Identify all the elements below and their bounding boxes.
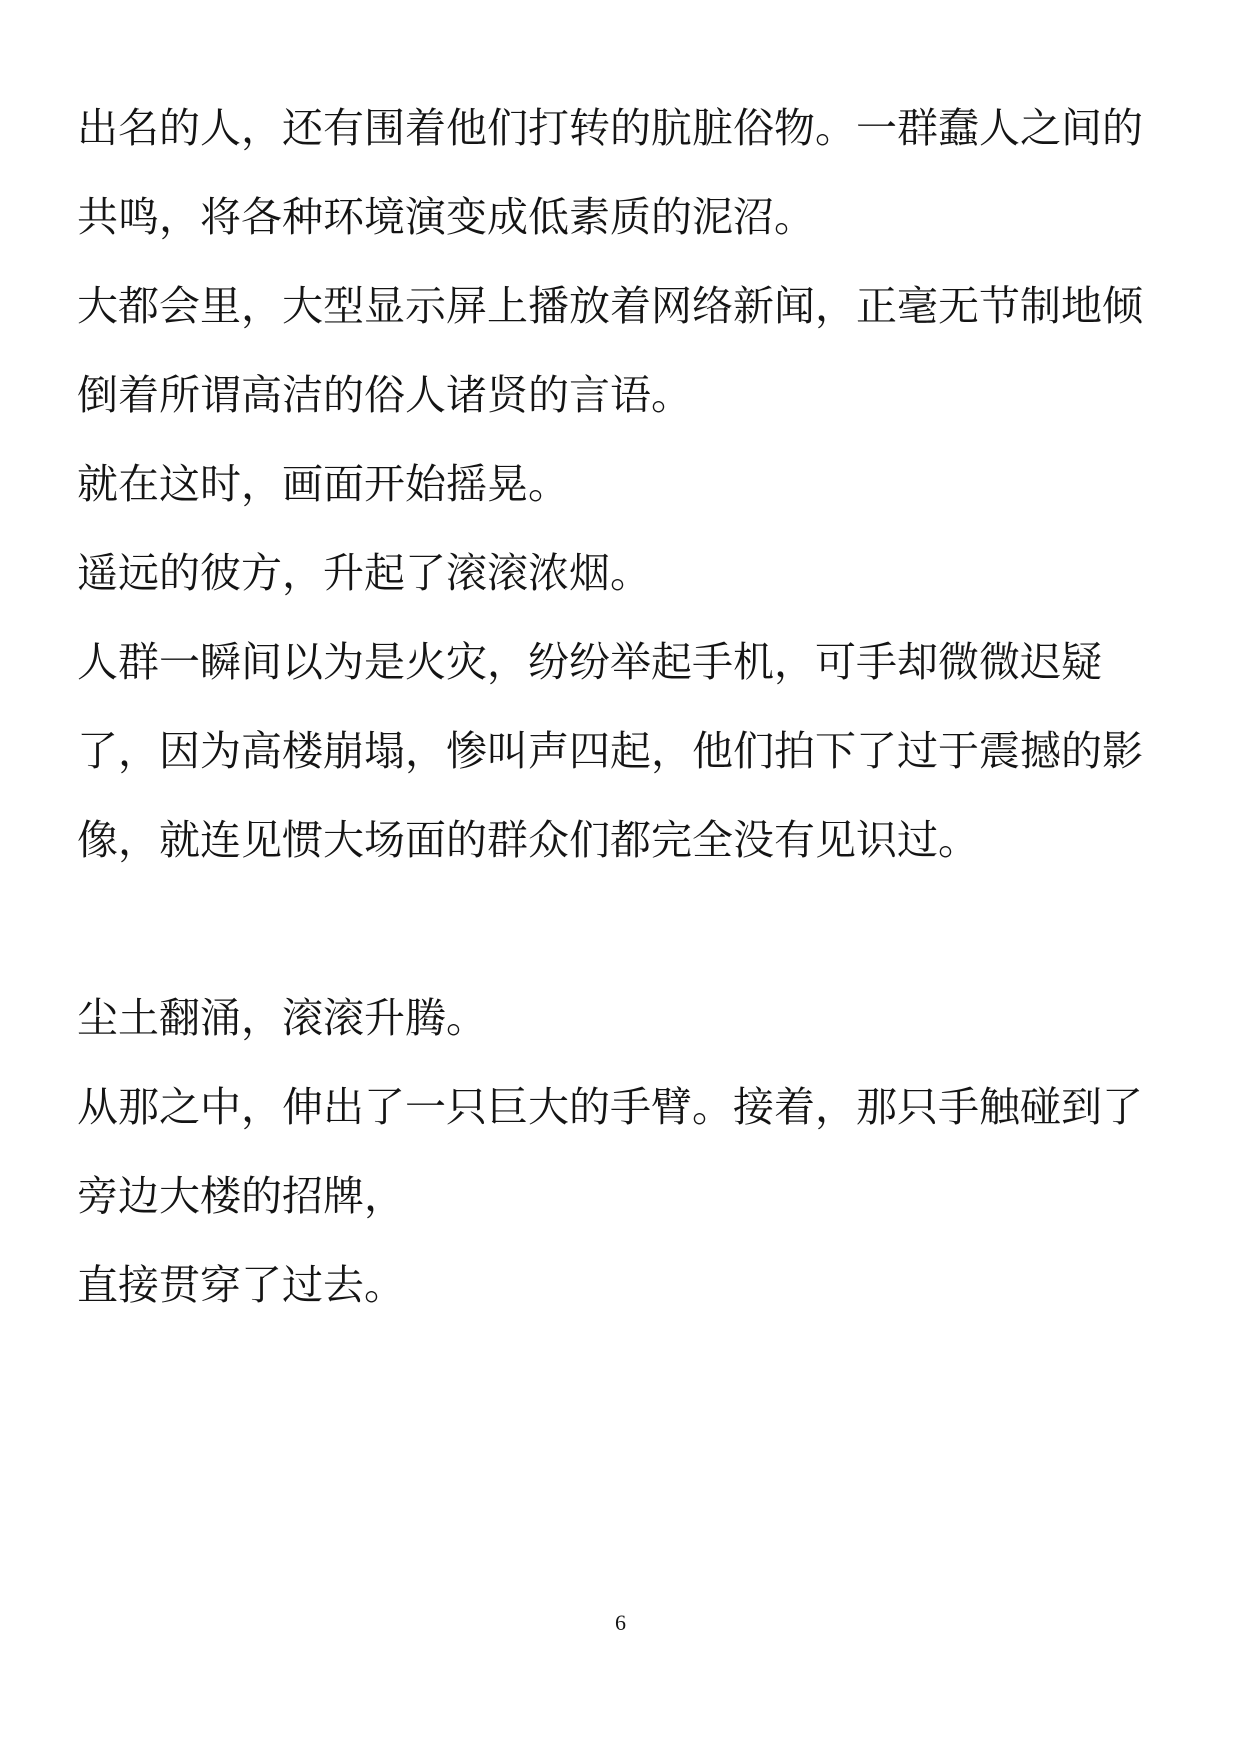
paragraph-4: 遥远的彼方，升起了滚滚浓烟。 bbox=[77, 549, 651, 597]
page-number: 6 bbox=[615, 1610, 626, 1635]
paragraph-2: 大都会里，大型显示屏上播放着网络新闻，正毫无节制地倾 倒着所谓高洁的俗人诸贤的言语。 bbox=[77, 282, 1143, 419]
blank-line bbox=[77, 885, 1177, 974]
page-body bbox=[77, 84, 1177, 1330]
paragraph-1: 出名的人，还有围着他们打转的肮脏俗物。一群蠢人之间的 共鸣，将各种环境演变成低素质的泥沼。 bbox=[77, 104, 1143, 241]
paragraph-5: 人群一瞬间以为是火灾，纷纷举起手机，可手却微微迟疑 了，因为高楼崩塌，惨叫声四起，他们拍下了过于震撼的影 像，就连见惯大场面的群众们都完全没有见识过。 bbox=[77, 638, 1143, 864]
paragraph-3: 就在这时，画面开始摇晃。 bbox=[77, 460, 569, 508]
paragraph-6: 尘土翻涌，滚滚升腾。 bbox=[77, 994, 487, 1042]
paragraph-8: 直接贯穿了过去。 bbox=[77, 1261, 405, 1309]
paragraph-7: 从那之中，伸出了一只巨大的手臂。接着，那只手触碰到了 旁边大楼的招牌， bbox=[77, 1083, 1143, 1220]
